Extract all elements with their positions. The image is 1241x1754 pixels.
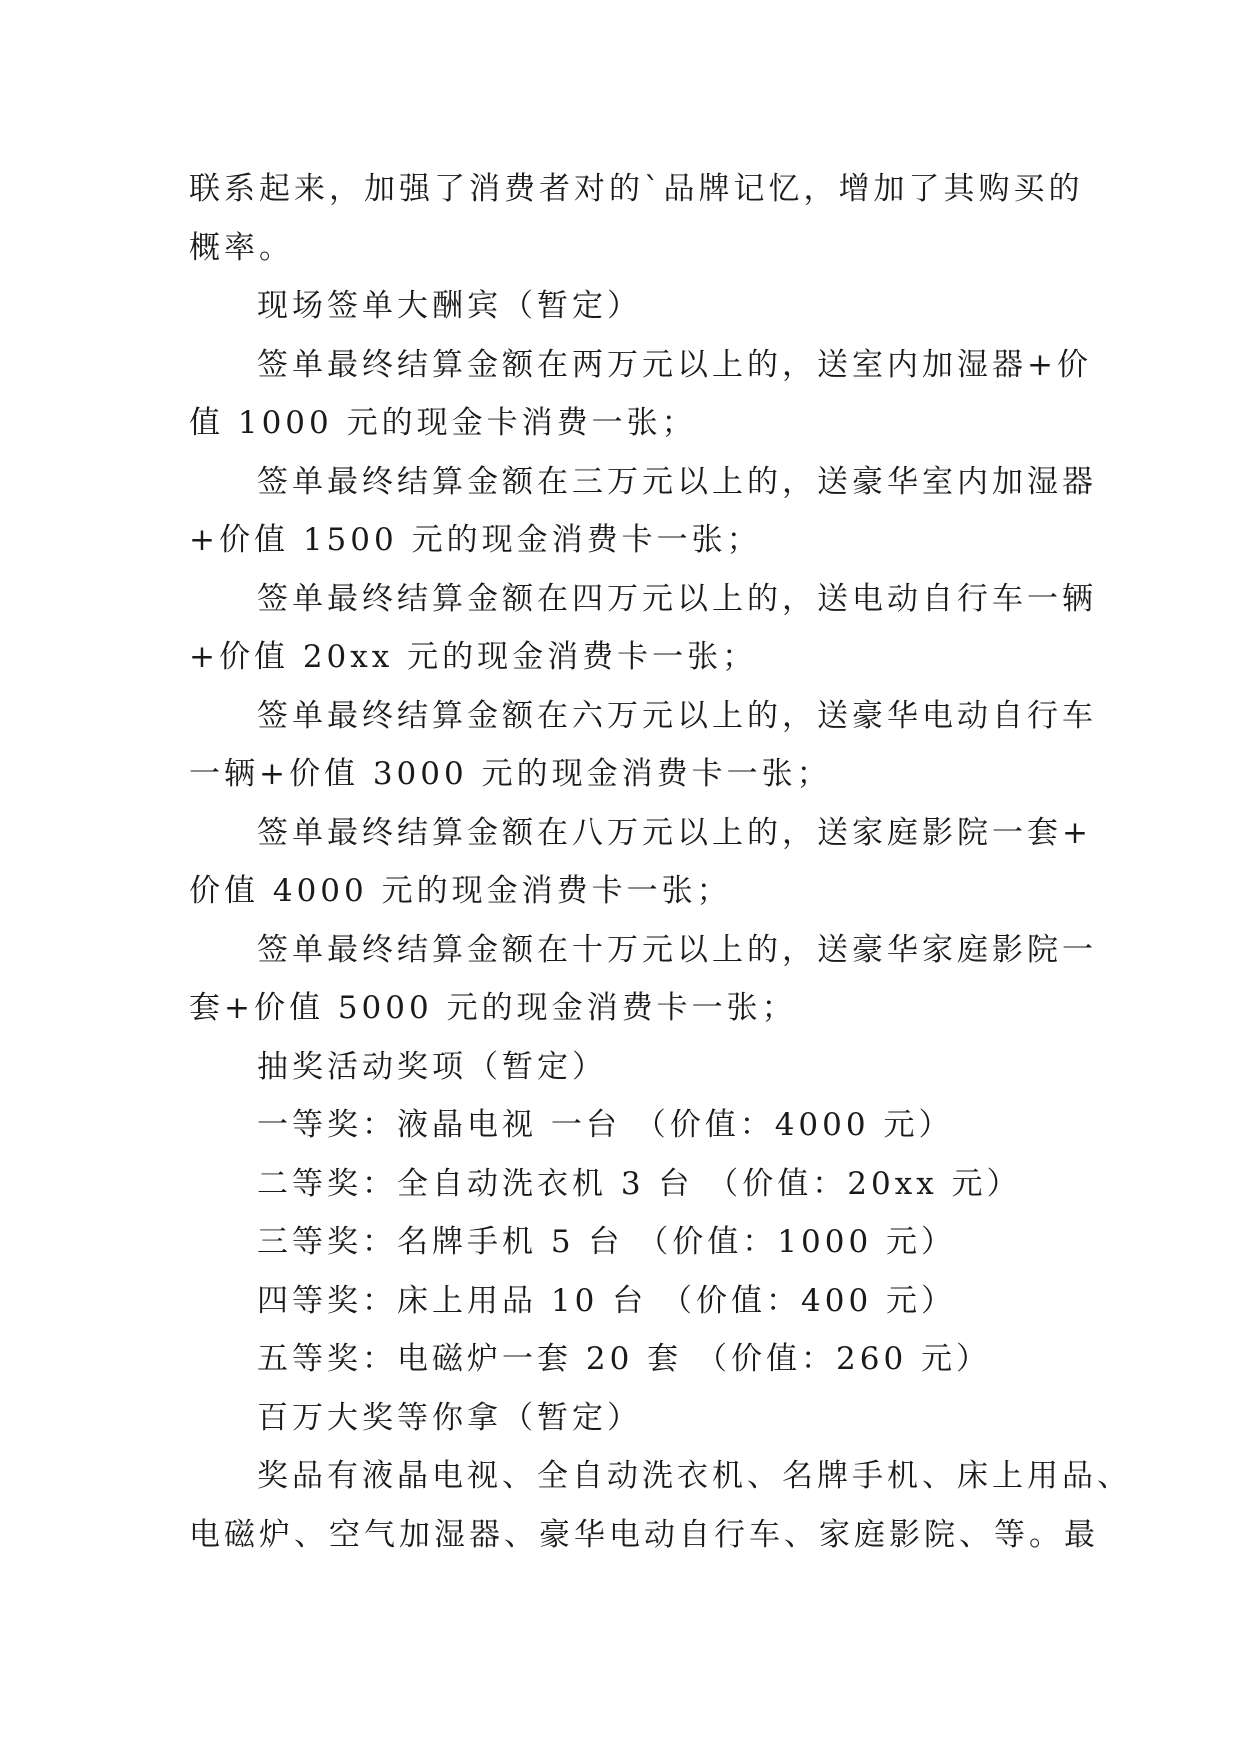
paragraph-line: 值 1000 元的现金卡消费一张； — [189, 405, 697, 441]
paragraph-line: 概率。 — [189, 229, 294, 266]
paragraph-line: 签单最终结算金额在八万元以上的，送家庭影院一套+ — [257, 814, 1092, 851]
section-heading: 抽奖活动奖项（暂定） — [257, 1048, 607, 1085]
paragraph-line: +价值 1500 元的现金消费卡一张； — [189, 522, 762, 558]
prize-item: 二等奖：全自动洗衣机 3 台 （价值：20xx 元） — [257, 1165, 1022, 1202]
paragraph-line: 签单最终结算金额在六万元以上的，送豪华电动自行车 — [257, 697, 1097, 734]
paragraph-line: 套+价值 5000 元的现金消费卡一张； — [189, 990, 797, 1026]
paragraph-line: 签单最终结算金额在十万元以上的，送豪华家庭影院一 — [257, 931, 1097, 968]
section-heading: 现场签单大酬宾（暂定） — [257, 288, 642, 324]
paragraph-line: 奖品有液晶电视、全自动洗衣机、名牌手机、床上用品、 — [257, 1458, 1132, 1494]
section-heading: 百万大奖等你拿（暂定） — [257, 1399, 642, 1436]
paragraph-line: +价值 20xx 元的现金消费卡一张； — [189, 639, 758, 675]
paragraph-line: 价值 4000 元的现金消费卡一张； — [189, 873, 732, 909]
paragraph-line: 签单最终结算金额在四万元以上的，送电动自行车一辆 — [257, 580, 1097, 617]
paragraph-line: 签单最终结算金额在三万元以上的，送豪华室内加湿器 — [257, 463, 1097, 500]
prize-item: 一等奖：液晶电视 一台 （价值：4000 元） — [257, 1107, 954, 1143]
document-page — [189, 160, 1132, 1564]
paragraph-line: 电磁炉、空气加湿器、豪华电动自行车、家庭影院、等。最 — [189, 1516, 1099, 1553]
paragraph-line: 联系起来，加强了消费者对的`品牌记忆，增加了其购买的 — [189, 171, 1084, 207]
prize-item: 三等奖：名牌手机 5 台 （价值：1000 元） — [257, 1224, 957, 1260]
prize-item: 五等奖：电磁炉一套 20 套 （价值：260 元） — [257, 1341, 992, 1377]
paragraph-line: 一辆+价值 3000 元的现金消费卡一张； — [189, 756, 832, 792]
prize-item: 四等奖：床上用品 10 台 （价值：400 元） — [257, 1282, 957, 1319]
paragraph-line: 签单最终结算金额在两万元以上的，送室内加湿器+价 — [257, 346, 1092, 383]
